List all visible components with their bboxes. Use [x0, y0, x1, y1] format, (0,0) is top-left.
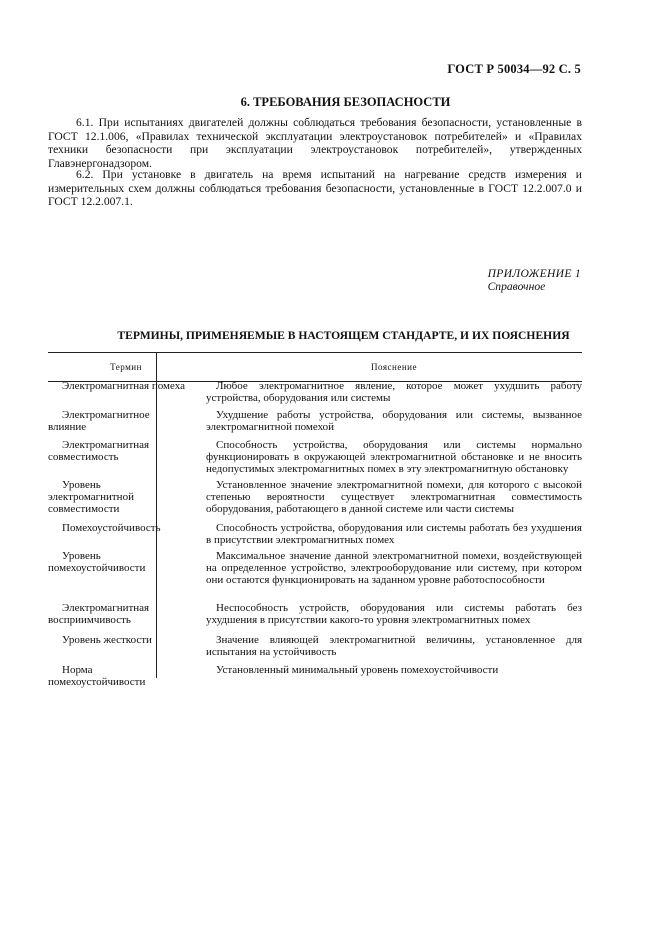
explanation-cell: Установленный минимальный уровень помехоустойчивости: [216, 664, 499, 676]
term-cell: Электромагнитная помеха: [62, 380, 185, 392]
table-header: [48, 352, 582, 382]
table-row: [48, 634, 582, 659]
explanation-cell: Способность устройства, оборудования или системы работать без ухудшения в присутствии электромагнитных помех: [206, 522, 582, 547]
explanation-cell: Ухудшение работы устройства, оборудования или системы, вызванное электромагнитной помехой: [206, 409, 582, 434]
term-cell: Уровень жесткости: [62, 634, 152, 646]
term-cell: Уровень помехоустойчивости: [48, 550, 146, 575]
table-row: [48, 479, 582, 516]
terms-table-title: ТЕРМИНЫ, ПРИМЕНЯЕМЫЕ В НАСТОЯЩЕМ СТАНДАРТЕ, И ИХ ПОЯСНЕНИЯ: [117, 329, 570, 342]
appendix-label: [488, 268, 581, 293]
term-cell: Помехоустойчивость: [62, 522, 161, 534]
section-title: 6. ТРЕБОВАНИЯ БЕЗОПАСНОСТИ: [240, 95, 451, 109]
paragraph-6-2: 6.2. При установке в двигатель на время испытаний на нагревание средств измерения и измерительных схем должны соблюдаться требования безопасности, установленные в ГОСТ 12.2.007.0 и ГОСТ 12.2.007.1.: [48, 168, 582, 209]
column-header-term: Термин: [110, 362, 142, 372]
table-row: [48, 602, 582, 626]
term-cell: Электромагнитная восприимчивость: [48, 602, 150, 627]
term-cell: Уровень электромагнитной совместимости: [48, 479, 134, 516]
term-cell: Электромагнитная совместимость: [48, 439, 150, 464]
appendix-title: ПРИЛОЖЕНИЕ 1: [487, 267, 581, 280]
table-row: [48, 522, 582, 547]
table-row: [48, 380, 582, 405]
appendix-subtitle: Справочное: [487, 279, 546, 293]
table-row: [48, 664, 582, 688]
explanation-cell: Значение влияющей электромагнитной величины, установленное для испытания на устойчивость: [206, 634, 582, 659]
table-row: [48, 439, 582, 476]
term-cell: Электромагнитное влияние: [48, 409, 150, 434]
explanation-cell: Способность устройства, оборудования или системы нормально функционировать в окружающей электромагнитной обстановке и не вносить недопустимых электромагнитных помех в эту электромагнитную обстановку: [206, 439, 582, 476]
page-header-doc-ref: ГОСТ Р 50034—92 С. 5: [447, 62, 581, 76]
table-row: [48, 550, 582, 587]
terms-table: [48, 352, 582, 689]
explanation-cell: Любое электромагнитное явление, которое может ухудшить работу устройства, оборудования или системы: [206, 380, 582, 405]
term-cell: Норма помехоустойчивости: [48, 664, 146, 689]
explanation-cell: Неспособность устройств, оборудования или системы работать без ухудшения в присутствии какого-то уровня электромагнитных помех: [206, 602, 582, 627]
explanation-cell: Установленное значение электромагнитной помехи, для которого с высокой степенью вероятности существует электромагнитная совместимость оборудования, работающего в данной системе или части системы: [206, 479, 582, 516]
column-header-explanation: Пояснение: [371, 362, 417, 372]
explanation-cell: Максимальное значение данной электромагнитной помехи, воздействующей на определенное устройство, электрооборудование или систему, при котором они остаются функционировать на заданном уровне работоспособности: [206, 550, 582, 587]
table-row: [48, 409, 582, 433]
paragraph-6-1: 6.1. При испытаниях двигателей должны соблюдаться требования безопасности, установленные в ГОСТ 12.1.006, «Правилах технической эксплуатации электроустановок потребителей» и «Правилах техники безопасности при эксплуатации электроустановок потребителей», утвержденных Главэнергонадзором.: [48, 116, 582, 170]
